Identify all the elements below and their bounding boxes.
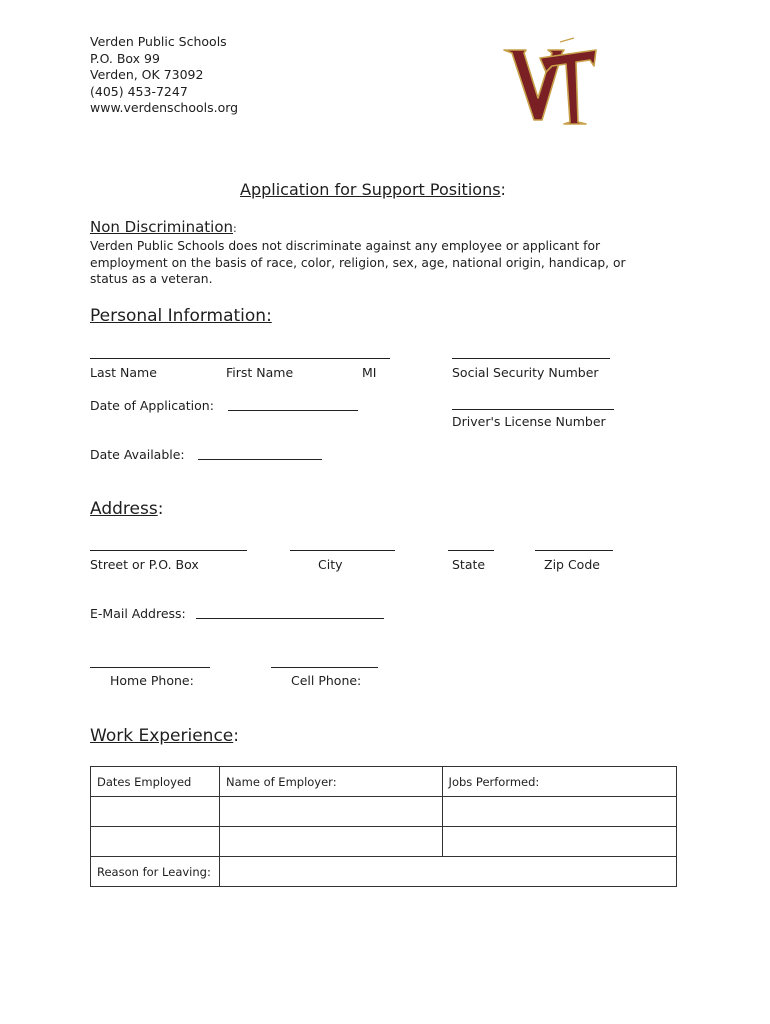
org-city-state-zip: Verden, OK 73092	[90, 67, 204, 82]
table-row	[91, 827, 677, 857]
dates-employed-cell-1[interactable]	[91, 797, 220, 827]
vt-logo	[500, 36, 600, 128]
city-label: City	[318, 557, 343, 572]
ssn-label: Social Security Number	[452, 365, 599, 380]
first-name-label: First Name	[226, 365, 294, 380]
name-field-line[interactable]	[90, 358, 390, 359]
jobs-performed-cell-1[interactable]	[442, 797, 676, 827]
employer-cell-2[interactable]	[219, 827, 442, 857]
date-available-label: Date Available:	[90, 447, 185, 462]
home-phone-field-line[interactable]	[90, 667, 210, 668]
jobs-performed-header: Jobs Performed:	[442, 767, 676, 797]
work-experience-table	[90, 766, 677, 887]
ssn-field-line[interactable]	[452, 358, 610, 359]
reason-for-leaving-row	[91, 857, 677, 887]
city-field-line[interactable]	[290, 550, 395, 551]
dates-employed-cell-2[interactable]	[91, 827, 220, 857]
drivers-license-label: Driver's License Number	[452, 414, 606, 429]
reason-for-leaving-cell[interactable]	[219, 857, 676, 887]
home-phone-label: Home Phone:	[110, 673, 194, 688]
date-available-field[interactable]	[198, 459, 322, 460]
non-discrimination-body	[90, 238, 626, 288]
work-experience-heading-text: Work Experience	[90, 726, 234, 746]
work-experience-heading	[90, 726, 239, 746]
org-name: Verden Public Schools	[90, 34, 227, 49]
table-row	[91, 797, 677, 827]
email-field[interactable]	[196, 618, 384, 619]
address-heading	[90, 499, 163, 519]
table-header-row	[91, 767, 677, 797]
employer-header: Name of Employer:	[219, 767, 442, 797]
street-field-line[interactable]	[90, 550, 247, 551]
non-discrimination-line-3: status as a veteran.	[90, 272, 213, 286]
drivers-license-field-line[interactable]	[452, 409, 614, 410]
non-discrimination-heading-text: Non Discrimination	[90, 218, 233, 236]
last-name-label: Last Name	[90, 365, 157, 380]
personal-info-heading: Personal Information:	[90, 306, 272, 326]
date-of-application-label: Date of Application:	[90, 398, 214, 413]
email-label: E-Mail Address:	[90, 606, 186, 621]
address-heading-text: Address	[90, 499, 158, 519]
org-phone: (405) 453-7247	[90, 83, 188, 99]
state-field-line[interactable]	[448, 550, 494, 551]
employer-cell-1[interactable]	[219, 797, 442, 827]
org-website: www.verdenschools.org	[90, 100, 239, 115]
zip-field-line[interactable]	[535, 550, 613, 551]
form-title-text: Application for Support Positions	[240, 180, 501, 199]
mi-label: MI	[362, 365, 377, 380]
state-label: State	[452, 557, 486, 572]
form-title-colon: :	[500, 180, 506, 199]
jobs-performed-cell-2[interactable]	[442, 827, 676, 857]
non-discrimination-heading-colon: :	[233, 222, 237, 235]
date-of-application-field[interactable]	[228, 410, 358, 411]
dates-employed-header: Dates Employed	[91, 767, 220, 797]
non-discrimination-line-1: Verden Public Schools does not discriminate against any employee or applicant for	[90, 239, 601, 253]
cell-phone-label: Cell Phone:	[291, 673, 362, 688]
form-title	[240, 180, 506, 199]
street-label: Street or P.O. Box	[90, 557, 199, 572]
org-po-box: P.O. Box 99	[90, 50, 160, 66]
work-experience-heading-colon: :	[233, 726, 239, 746]
non-discrimination-line-2: employment on the basis of race, color, religion, sex, age, national origin, handicap, or	[90, 255, 626, 270]
zip-label: Zip Code	[544, 557, 600, 572]
reason-for-leaving-label: Reason for Leaving:	[91, 857, 220, 887]
cell-phone-field-line[interactable]	[271, 667, 378, 668]
vt-logo-graphic	[500, 36, 600, 128]
non-discrimination-heading	[90, 218, 237, 236]
org-address-block	[90, 34, 238, 117]
address-heading-colon: :	[157, 499, 164, 519]
